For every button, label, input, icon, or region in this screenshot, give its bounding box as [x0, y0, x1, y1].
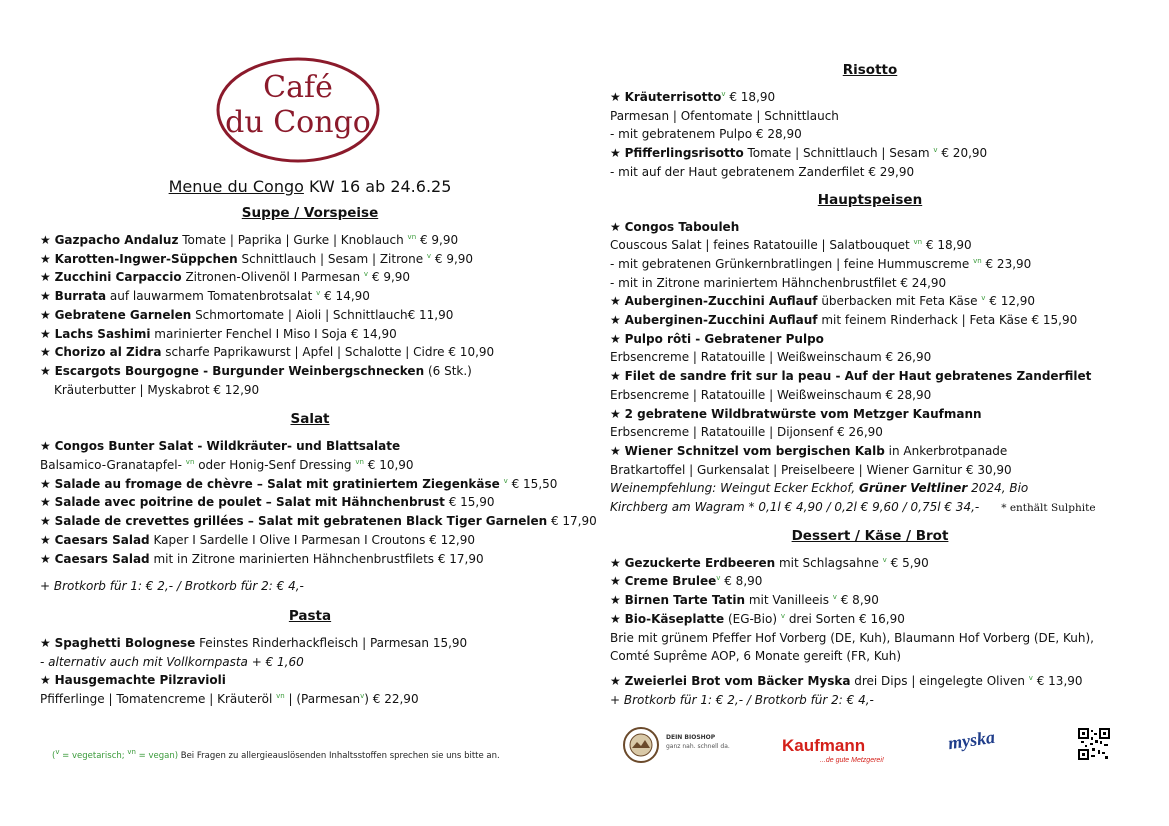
- sponsor-logos: [622, 722, 1122, 772]
- menu-item: ★ Salade de crevettes grillées – Salat mit gebratenen Black Tiger Garnelen € 17,90: [40, 514, 597, 529]
- menu-item-sub: Couscous Salat | feines Ratatouille | Salatbouquet $^{vn}$ € 18,90: [610, 238, 972, 253]
- left-column: [40, 56, 597, 709]
- cafe-logo: [216, 56, 380, 164]
- myska-logo: myska: [946, 726, 997, 754]
- menu-item: ★ Karotten-Ingwer-Süppchen Schnittlauch | Sesam | Zitrone $^v$ € 9,90: [40, 251, 474, 266]
- menu-item: ★ Gezuckerte Erdbeeren mit Schlagsahne $^v$ € 5,90: [610, 555, 929, 570]
- menu-item: ★ Gebratene Garnelen Schmortomate | Aioli | Schnittlauch€ 11,90: [40, 307, 454, 322]
- menu-item: ★ Pfifferlingsrisotto Tomate | Schnittlauch | Sesam $^v$ € 20,90: [610, 146, 988, 161]
- right-column: [610, 60, 1130, 709]
- wine-recommendation-prices: Kirchberg am Wagram * 0,1l € 4,90 / 0,2l € 9,60 / 0,75l € 34,- * enthält Sulphite: [610, 500, 1096, 515]
- menu-item-sub: Brie mit grünem Pfeffer Hof Vorberg (DE, Kuh), Blaumann Hof Vorberg (DE, Kuh),: [610, 630, 1094, 645]
- menu-item: ★ Burrata auf lauwarmem Tomatenbrotsalat $^v$ € 14,90: [40, 289, 370, 304]
- menu-item: ★ Pulpo rôti - Gebratener Pulpo: [610, 331, 824, 346]
- salat-list: [40, 475, 597, 569]
- escargots-sub: Kräuterbutter | Myskabrot € 12,90: [54, 382, 260, 397]
- menu-item: ★ Gazpacho Andaluz Tomate | Paprika | Gurke | Knoblauch $^{vn}$ € 9,90: [40, 233, 459, 247]
- menu-item: ★ Kräuterrisotto$^v$ € 18,90: [610, 90, 776, 104]
- menu-item-sub: - mit gebratenen Grünkernbratlingen | feine Hummuscreme $^{vn}$ € 23,90: [610, 256, 1032, 271]
- menu-item: ★ Creme Brulee$^v$ € 8,90: [610, 574, 763, 589]
- menu-item-sub: Parmesan | Ofentomate | Schnittlauch: [610, 108, 839, 123]
- bioshop-badge-icon: [622, 726, 660, 764]
- bioshop-title: DEIN BIOSHOP: [666, 734, 716, 741]
- menu-item-sub: Erbsencreme | Ratatouille | Dijonsenf € 26,90: [610, 425, 883, 440]
- section-dessert: Dessert / Käse / Brot: [791, 527, 949, 544]
- menu-item: ★ Hausgemachte Pilzravioli: [40, 673, 226, 688]
- page-title: [40, 176, 580, 198]
- menu-item: ★ Salade avec poitrine de poulet – Salat mit Hähnchenbrust € 15,90: [40, 495, 495, 510]
- menu-item: ★ Salade au fromage de chèvre – Salat mit gratiniertem Ziegenkäse $^v$ € 15,50: [40, 476, 558, 491]
- menu-item: ★ Lachs Sashimi marinierter Fenchel I Miso I Soja € 14,90: [40, 326, 397, 341]
- menu-item-sub: - alternativ auch mit Vollkornpasta + € 1,60: [40, 654, 304, 669]
- menu-item: ★ Congos Tabouleh: [610, 219, 740, 234]
- bioshop-tagline: ganz nah. schnell da.: [666, 743, 730, 750]
- menu-item: ★ Caesars Salad mit in Zitrone marinierten Hähnchenbrustfilets € 17,90: [40, 551, 484, 566]
- menu-item: ★ 2 gebratene Wildbratwürste vom Metzger Kaufmann: [610, 406, 982, 421]
- menu-item: ★ Birnen Tarte Tatin mit Vanilleeis $^v$ € 8,90: [610, 593, 879, 608]
- sulphite-note: * enthält Sulphite: [1001, 502, 1096, 515]
- section-risotto: Risotto: [842, 62, 898, 78]
- menu-item: ★ Escargots Bourgogne - Burgunder Weinbergschnecken (6 Stk.): [40, 363, 472, 378]
- menu-item-sub: - mit auf der Haut gebratenem Zanderfilet € 29,90: [610, 164, 915, 179]
- cafe-logo-line1: Café: [263, 70, 333, 105]
- suppe-list: [40, 231, 580, 381]
- menu-item: ★ Spaghetti Bolognese Feinstes Rinderhackfleisch | Parmesan 15,90: [40, 635, 468, 650]
- menu-item: ★ Chorizo al Zidra scharfe Paprikawurst | Apfel | Schalotte | Cidre € 10,90: [40, 345, 495, 360]
- menu-item-sub: Bratkartoffel | Gurkensalat | Preiselbeere | Wiener Garnitur € 30,90: [610, 462, 1012, 477]
- menu-item: ★ Filet de sandre frit sur la peau - Auf der Haut gebratenes Zanderfilet: [610, 369, 1092, 384]
- menu-item-sub: Erbsencreme | Ratatouille | Weißweinschaum € 26,90: [610, 350, 932, 365]
- menu-item: ★ Congos Bunter Salat - Wildkräuter- und Blattsalate: [40, 439, 401, 454]
- page-title-main: Menue du Congo: [168, 177, 304, 196]
- cafe-logo-line2: du Congo: [225, 105, 371, 140]
- menu-item-sub: Erbsencreme | Ratatouille | Weißweinschaum € 28,90: [610, 387, 932, 402]
- bioshop-logo: [622, 726, 730, 768]
- menu-item-sub: Balsamico-Granatapfel- $^{vn}$ oder Honig-Senf Dressing $^{vn}$ € 10,90: [40, 458, 414, 473]
- brotkorb-right: + Brotkorb für 1: € 2,- / Brotkorb für 2: € 4,-: [610, 692, 874, 707]
- section-suppe: Suppe / Vorspeise: [241, 205, 379, 221]
- menu-item: ★ Zucchini Carpaccio Zitronen-Olivenöl I Parmesan $^v$ € 9,90: [40, 270, 411, 285]
- kaufmann-tagline: ...de gute Metzgerei!: [820, 757, 884, 764]
- section-hauptspeisen: Hauptspeisen: [817, 191, 923, 208]
- wine-recommendation: Weinempfehlung: Weingut Ecker Eckhof, Grüner Veltliner 2024, Bio: [610, 481, 1029, 496]
- section-salat: Salat: [290, 411, 330, 428]
- menu-item: ★ Wiener Schnitzel vom bergischen Kalb in Ankerbrotpanade: [610, 443, 1008, 458]
- menu-item: ★ Zweierlei Brot vom Bäcker Myska drei Dips | eingelegte Oliven $^v$ € 13,90: [610, 673, 1083, 688]
- kaufmann-logo: Kaufmann: [782, 736, 866, 755]
- page-title-week: KW 16 ab 24.6.25: [303, 177, 452, 196]
- menu-item-sub: - mit in Zitrone mariniertem Hähnchenbrustfilet € 24,90: [610, 275, 947, 290]
- menu-item: ★ Auberginen-Zucchini Auflauf mit feinem Rinderhack | Feta Käse € 15,90: [610, 313, 1078, 328]
- menu-item: ★ Bio-Käseplatte (EG-Bio) $^v$ drei Sorten € 16,90: [610, 611, 905, 626]
- menu-item-sub: Pfifferlinge | Tomatencreme | Kräuteröl $^{vn}$ | (Parmesan$^v$) € 22,90: [40, 692, 419, 707]
- brotkorb-left: + Brotkorb für 1: € 2,- / Brotkorb für 2: € 4,-: [40, 579, 304, 594]
- allergy-footnote: ($^v$ = vegetarisch; $^{vn}$ = vegan) Bei Fragen zu allergieauslösenden Inhaltsstoffen sprechen sie uns bitte an.: [52, 748, 500, 761]
- menu-item: ★ Caesars Salad Kaper I Sardelle I Olive I Parmesan I Croutons € 12,90: [40, 532, 475, 547]
- qr-code-icon[interactable]: [1078, 728, 1110, 760]
- menu-item-sub: Comté Suprême AOP, 6 Monate gereift (FR, Kuh): [610, 649, 902, 664]
- section-pasta: Pasta: [288, 607, 332, 624]
- menu-item-sub: - mit gebratenem Pulpo € 28,90: [610, 127, 802, 142]
- menu-item: ★ Auberginen-Zucchini Auflauf überbacken mit Feta Käse $^v$ € 12,90: [610, 294, 1036, 309]
